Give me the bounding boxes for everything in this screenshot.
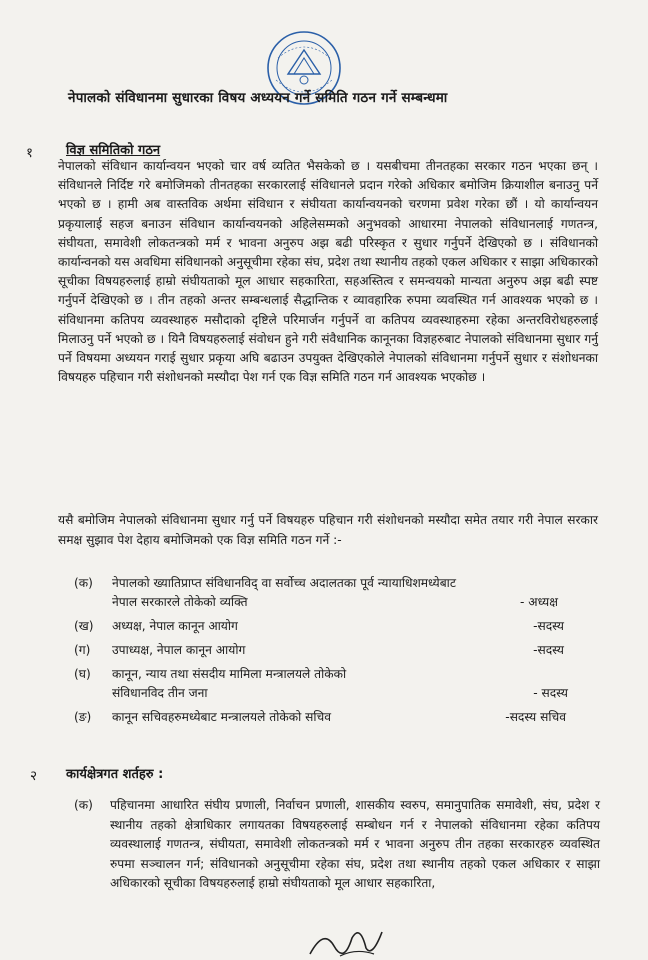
signature <box>300 918 400 960</box>
member-row: (ग) उपाध्यक्ष, नेपाल कानून आयोग -सदस्य <box>74 641 594 665</box>
section-1-paragraph-2: यसै बमोजिम नेपालको संविधानमा सुधार गर्नु पर्ने विषयहरु पहिचान गरी संशोधनको मस्यौदा समेत तयार गरी नेपाल सरकार समक्ष सुझाव पेश देहाय बमोजिमको एक विज्ञ समिति गठन गर्ने :- <box>58 513 598 547</box>
document-title: नेपालको संविधानमा सुधारका विषय अध्ययन गर्ने समिति गठन गर्ने सम्बन्धमा <box>68 90 448 106</box>
member-role: -सदस्य सचिव <box>505 710 566 724</box>
section-2-number: २ <box>30 768 38 784</box>
document-page: नेपालको संविधानमा सुधारका विषय अध्ययन गर्ने समिति गठन गर्ने सम्बन्धमा १ विज्ञ समितिको गठन नेपालको संविधान कार्यान्वयन भएको चार वर्ष व्यतित भैसकेको छ । यसबीचमा तीनतहका सरकार गठन भएका छन् । संविधानले निर्दिष्ट गरे बमोजिमको तीनतहका सरकारलाई संविधानले प्रदान गरेको अधिकार बमोजिम क्रियाशील बनाउनु पर्ने भएको छ । हामी अब वास्तविक अर्थमा संविधान र संघीयता कार्यान्वयनको चरणमा प्रवेश गरेका छौं । यो कार्यान्वयन प्रकृयालाई सहज बनाउन संविधान कार्यान्वयनको अहिलेसम्मको अनुभवको आधारमा नेपालको संविधानलाई गणतन्त्र, संघीयता, समावेशी लोकतन्त्रको मर्म र भावना अनुरुप अझ बढी परिस्कृत र सुधार गर्नुपर्ने देखिएको छ । संविधानको कार्यान्वनको यस अवधिमा संविधानको अनुसूचीमा रहेका संघ, प्रदेश तथा स्थानीय तहको एकल अधिकार र साझा अधिकारको सूचीका विषयहरुलाई हाम्रो संघीयताको मूल आधार सहकारिता, सहअस्तित्व र समन्वयको मान्यता अनुरुप अझ बढी स्पष्ट गर्नुपर्ने देखिएको छ । तीन तहको अन्तर सम्बन्धलाई सैद्धान्तिक र व्यावहारिक रुपमा व्यवस्थित गर्न आवश्यक भएको छ । संविधानमा कतिपय व्यवस्थाहरु मसौदाको दृष्टिले परिमार्जन गर्नुपर्ने वा कतिपय व्यवस्थाहरुमा रहेका अन्तरविरोधहरुलाई मिलाउनु पर्ने भएको छ । यिनै विषयहरुलाई संवोधन हुने गरी संवैधानिक कानूनका विज्ञहरुबाट नेपालको संविधानमा सुधार गर्नु पर्ने विषयमा अध्ययन गराई सुधार प्रकृया अघि बढाउन उपयुक्त देखिएकोले नेपालको संविधानमा गर्नुपर्ने सुधार र संशोधनका विषयहरु पहिचान गरी संशोधनको मस्यौदा पेश गर्न एक विज्ञ समिति गठन गर्न आवश्यक भएकोछ । यसै बमोजिम नेपालको संविधानमा सुधार गर्नु पर्ने विषयहरु पहिचान गरी संशोधनको मस्यौदा समेत तयार गरी नेपाल सरकार समक्ष सुझाव पेश देहाय बमोजिमको एक विज्ञ समिति गठन गर्ने :- (क) नेपालको ख्यातिप्राप्त संविधानविद् वा सर्वोच्च अदालतका पूर्व न्यायाधिशमध्येबाट नेपाल सरकारले तोकेको व्यक्ति - अध्यक्ष (ख) अध्यक्ष, नेपाल कानून आयोग -सदस्य (ग) उपाध्यक्ष, नेपाल कानून आयोग -सदस्य (घ) कानून, न्याय तथा संसदीय मामिला मन्त्रालयले तोकेको संविधानविद तीन जना - सदस्य (ङ) कानून सचिवहरुमध्येबाट मन्त्रालयले तोकेको सचिव -सदस्य सचिव २ कार्यक्षेत्रगत शर्तहरु : (क) पहिचानमा आधारित संघीय प्रणाली, निर्वाचन प्रणाली, शासकीय स्वरुप, समानुपातिक समावेशी, संघ, प्रदेश र स्थानीय तहको क्षेत्राधिकार लगायतका विषयहरुलाई सम्बोधन गर्न र नेपालको संविधानमा रहेका कतिपय व्यवस्थालाई गणतन्त्र, संघीयता, समावेशी लोकतन्त्रको मर्म र भावना अनुरुप तीन तहका सरकारहरु व्यवस्थित रुपमा सञ्चालन गर्न; संविधानको अनुसूचीमा रहेका संघ, प्रदेश तथा स्थानीय तहको एकल अधिकार र साझा अधिकारको सूचीका विषयहरुलाई हाम्रो संघीयताको मूल आधार सहकारिता, <box>0 0 648 960</box>
section-2-heading: कार्यक्षेत्रगत शर्तहरु : <box>66 767 164 782</box>
member-role: -सदस्य <box>533 619 564 633</box>
section-1-number: १ <box>26 145 34 161</box>
member-row: नेपाल सरकारले तोकेको व्यक्ति - अध्यक्ष <box>74 593 594 617</box>
member-row: (ख) अध्यक्ष, नेपाल कानून आयोग -सदस्य <box>74 617 594 641</box>
member-row: संविधानविद तीन जना - सदस्य <box>74 684 594 708</box>
member-role: -सदस्य <box>533 643 564 657</box>
member-row: (घ) कानून, न्याय तथा संसदीय मामिला मन्त्रालयले तोकेको <box>74 667 347 681</box>
section-1-paragraph-1: नेपालको संविधान कार्यान्वयन भएको चार वर्ष व्यतित भैसकेको छ । यसबीचमा तीनतहका सरकार गठन भएका छन् । संविधानले निर्दिष्ट गरे बमोजिमको तीनतहका सरकारलाई संविधानले प्रदान गरेको अधिकार बमोजिम क्रियाशील बनाउनु पर्ने भएको छ । हामी अब वास्तविक अर्थमा संविधान र संघीयता कार्यान्वयनको चरणमा प्रवेश गरेका छौं । यो कार्यान्वयन प्रकृयालाई सहज बनाउन संविधान कार्यान्वयनको अहिलेसम्मको अनुभवको आधारमा नेपालको संविधानलाई गणतन्त्र, संघीयता, समावेशी लोकतन्त्रको मर्म र भावना अनुरुप अझ बढी परिस्कृत र सुधार गर्नुपर्ने देखिएको छ । संविधानको कार्यान्वनको यस अवधिमा संविधानको अनुसूचीमा रहेका संघ, प्रदेश तथा स्थानीय तहको एकल अधिकार र साझा अधिकारको सूचीका विषयहरुलाई हाम्रो संघीयताको मूल आधार सहकारिता, सहअस्तित्व र समन्वयको मान्यता अनुरुप अझ बढी स्पष्ट गर्नुपर्ने देखिएको छ । तीन तहको अन्तर सम्बन्धलाई सैद्धान्तिक र व्यावहारिक रुपमा व्यवस्थित गर्न आवश्यक भएको छ । संविधानमा कतिपय व्यवस्थाहरु मसौदाको दृष्टिले परिमार्जन गर्नुपर्ने वा कतिपय व्यवस्थाहरुमा रहेका अन्तरविरोधहरुलाई मिलाउनु पर्ने भएको छ । यिनै विषयहरुलाई संवोधन हुने गरी संवैधानिक कानूनका विज्ञहरुबाट नेपालको संविधानमा सुधार गर्नु पर्ने विषयमा अध्ययन गराई सुधार प्रकृया अघि बढाउन उपयुक्त देखिएकोले नेपालको संविधानमा गर्नुपर्ने सुधार र संशोधनका विषयहरु पहिचान गरी संशोधनको मस्यौदा पेश गर्न एक विज्ञ समिति गठन गर्न आवश्यक भएकोछ । <box>58 159 598 385</box>
section-1-heading: विज्ञ समितिको गठन <box>66 143 161 158</box>
member-role: - अध्यक्ष <box>520 595 558 609</box>
committee-member-list <box>74 574 594 727</box>
member-role: - सदस्य <box>533 686 568 700</box>
member-row: (ङ) कानून सचिवहरुमध्येबाट मन्त्रालयले तोकेको सचिव -सदस्य सचिव <box>74 708 594 727</box>
ministry-seal <box>258 28 350 120</box>
member-row: (क) नेपालको ख्यातिप्राप्त संविधानविद् वा सर्वोच्च अदालतका पूर्व न्यायाधिशमध्येबाट <box>74 576 456 590</box>
